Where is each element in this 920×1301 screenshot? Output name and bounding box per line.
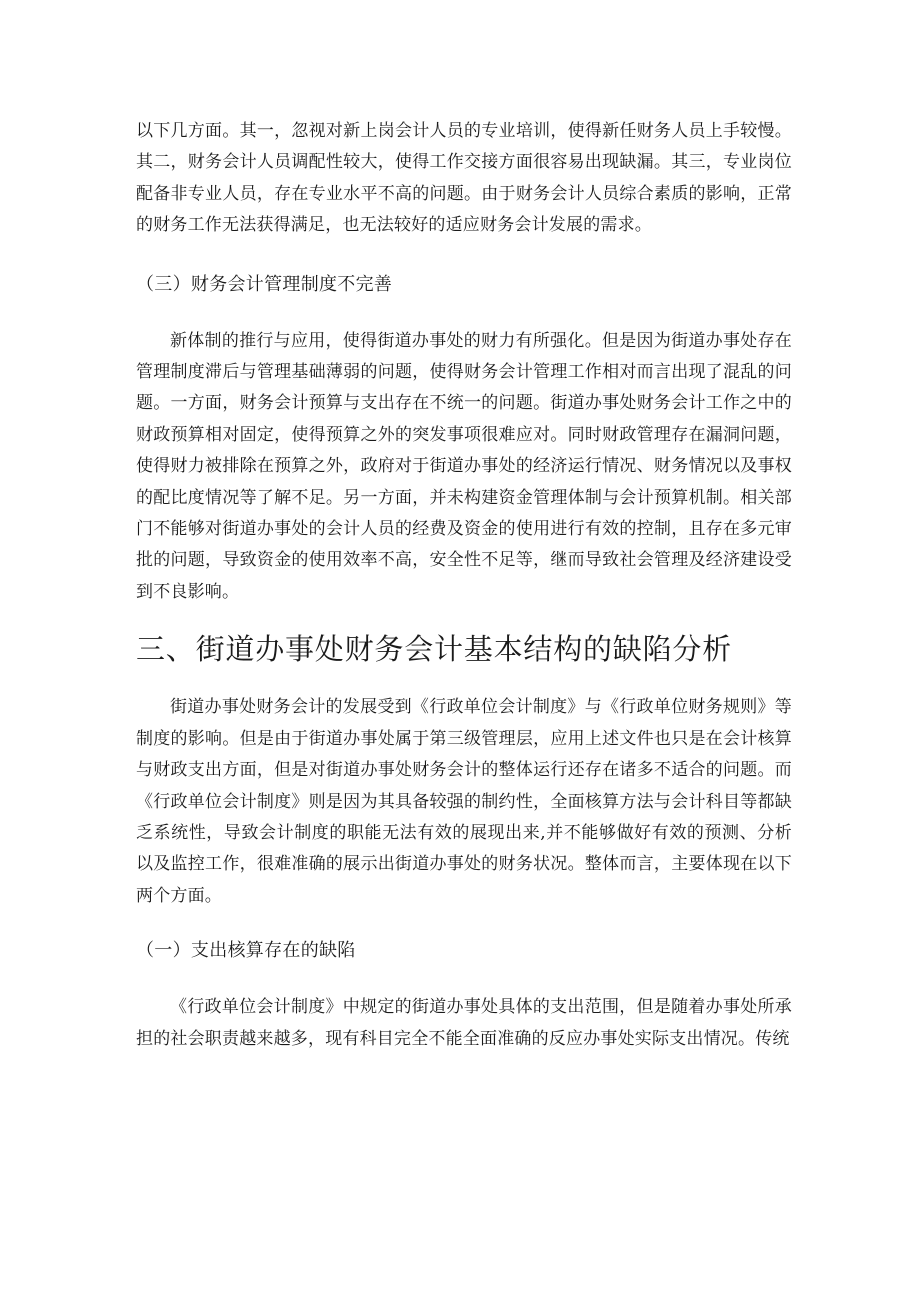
body-paragraph: 以下几方面。其一，忽视对新上岗会计人员的专业培训，使得新任财务人员上手较慢。其二，财务会计人员调配性较大，使得工作交接方面很容易出现缺漏。其三，专业岗位配备非专业人员，存在专业水平不高的问题。由于财务会计人员综合素质的影响，正常的财务工作无法获得满足，也无法较好的适应财务会计发展的需求。 bbox=[136, 121, 792, 236]
section-title: 三、街道办事处财务会计基本结构的缺陷分析 bbox=[136, 632, 733, 667]
document-page bbox=[136, 116, 792, 1055]
subheading: （一）支出核算存在的缺陷 bbox=[136, 940, 356, 962]
subheading: （三）财务会计管理制度不完善 bbox=[136, 273, 393, 295]
body-paragraph: 《行政单位会计制度》中规定的街道办事处具体的支出范围，但是随着办事处所承担的社会职责越来越多，现有科目完全不能全面准确的反应办事处实际支出情况。传统 bbox=[136, 997, 792, 1049]
body-paragraph: 新体制的推行与应用，使得街道办事处的财力有所强化。但是因为街道办事处存在管理制度滞后与管理基础薄弱的问题，使得财务会计管理工作相对而言出现了混乱的问题。一方面，财务会计预算与支出存在不统一的问题。街道办事处财务会计工作之中的财政预算相对固定，使得预算之外的突发事项很难应对。同时财政管理存在漏洞问题，使得财力被排除在预算之外，政府对于街道办事处的经济运行情况、财务情况以及事权的配比度情况等了解不足。另一方面，并未构建资金管理体制与会计预算机制。相关部门不能够对街道办事处的会计人员的经费及资金的使用进行有效的控制，且存在多元审批的问题，导致资金的使用效率不高，安全性不足等，继而导致社会管理及经济建设受到不良影响。 bbox=[136, 330, 792, 602]
body-paragraph: 街道办事处财务会计的发展受到《行政单位会计制度》与《行政单位财务规则》等制度的影响。但是由于街道办事处属于第三级管理层，应用上述文件也只是在会计核算与财政支出方面，但是对街道办事处财务会计的整体运行还存在诸多不适合的问题。而《行政单位会计制度》则是因为其具备较强的制约性，全面核算方法与会计科目等都缺乏系统性，导致会计制度的职能无法有效的展现出来,并不能够做好有效的预测、分析以及监控工作，很难准确的展示出街道办事处的财务状况。整体而言，主要体现在以下两个方面。 bbox=[136, 697, 792, 906]
